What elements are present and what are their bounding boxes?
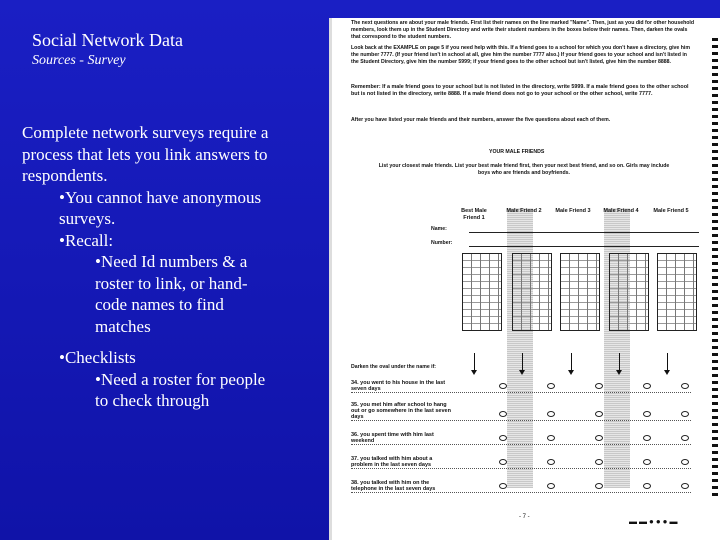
column-head-2: Male Friend 2 [506,208,542,214]
scan-instruction: List your closest male friends. List your best male friend first, then your next best friend, and so on. Girls may include boys who are friends and boyfriends. [378,163,670,176]
recall-sub-line-3: code names to find [95,295,224,314]
slide-title: Social Network Data [32,30,183,50]
recall-sub-line-1: •Need Id numbers & a [95,252,248,271]
intro-text: Complete network surveys require a process that lets you link answers to respondents. [22,123,269,185]
column-head-3: Male Friend 3 [555,208,591,214]
bullet-anonymous-line-1: •You cannot have anonymous [59,187,262,207]
id-grid-5 [657,253,697,331]
recall-sub-line-2: roster to link, or hand- [95,273,248,293]
scan-para-2: Look back at the EXAMPLE on page 5 if you need help with this. If a friend goes to a school for which you don't have a directory, give him the number 7777. (If your friend isn't in school at all, give him the number 7777 also.) If your friend goes to your school and isn't listed in the Student Directory, give him the number 5999; if your friend goes to the other school but isn't listed, give him the number 8888. [351,45,690,65]
question-row: 35. you met him after school to hang out or go somewhere in the last seven days [351,402,691,421]
scan-heading: YOUR MALE FRIENDS [489,149,545,155]
column-head-1: Best Male Friend 1 [461,208,487,221]
question-row: 37. you talked with him about a problem in the last seven days [351,456,691,469]
id-grid-4 [609,253,649,331]
question-row: 34. you went to his house in the last seven days [351,380,691,393]
column-head-4: Male Friend 4 [603,208,639,214]
bullet-recall: •Recall: [59,230,114,250]
scan-after: After you have listed your male friends and their numbers, answer the five questions about each of them. [351,117,611,123]
timing-marks [712,38,718,500]
page-number: - 7 - [519,514,530,520]
bullet-anonymous-line-2: surveys. [59,209,116,228]
slide-subtitle: Sources - Survey [32,53,126,68]
id-grid-3 [560,253,600,331]
survey-scan-image [329,18,720,540]
id-grid-2 [512,253,552,331]
darken-instruction: Darken the oval under the name if: [351,364,437,370]
scan-remember: Remember: If a male friend goes to your school but is not listed in the directory, write 5999. If a male friend goes to the other school but is not listed in the directory, write 8888. If a male friend does not go to your school or the other school, write 7777. [351,84,689,97]
number-label: Number: [431,240,453,246]
column-head-5: Male Friend 5 [653,208,689,214]
id-grid-1 [462,253,502,331]
recall-sub-line-4: matches [95,316,151,336]
registration-marks: ▬▬●●●▬ [629,517,680,526]
slide-body [22,122,322,412]
question-row: 38. you talked with him on the telephone in the last seven days [351,480,691,493]
scan-para-1: The next questions are about your male friends. First list their names on the line marked "Name". Then, just as you did for other household members, look them up in the Student Directory and write their student numbers in the boxes below their names. Then, darken the ovals that correspond to the student numbers. [351,20,695,40]
checklist-sub-line-2: to check through [95,391,210,410]
bullet-checklists: •Checklists [59,348,136,367]
name-label: Name: [431,226,447,232]
question-row: 36. you spent time with him last weekend [351,432,691,445]
checklist-sub-line-1: •Need a roster for people [95,369,266,389]
